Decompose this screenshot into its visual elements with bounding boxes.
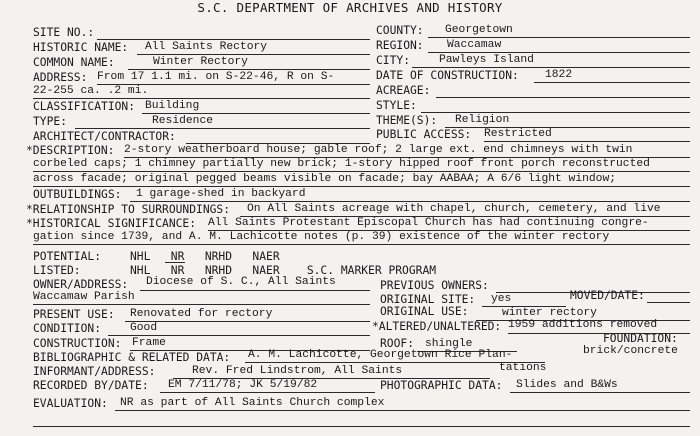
moved-date-label: MOVED/DATE: — [570, 289, 645, 302]
site-no-underline — [97, 39, 370, 40]
evaluation-underline-2 — [33, 426, 690, 427]
description-value-line3: across facade; original pegged beams visible on facade; bay AABAA; A 6/6 light window; — [33, 173, 617, 185]
description-value-line1: 2-story weatherboard house; gable roof; 2 large ext. end chimneys with twin — [124, 144, 633, 156]
region-underline — [428, 52, 690, 53]
public-access-underline — [484, 141, 690, 142]
owner-address-value-line2: Waccamaw Parish — [33, 291, 135, 303]
foundation-value: brick/concrete — [583, 345, 678, 357]
city-underline — [412, 67, 690, 68]
historic-name-value: All Saints Rectory — [145, 41, 268, 53]
historical-significance-value-line2: gation since 1739, and A. M. Lachicotte notes (p. 39) existence of the winter rectory — [33, 231, 610, 243]
potential-label: POTENTIAL: — [33, 250, 102, 263]
type-underline — [75, 128, 370, 129]
city-label: CITY: — [376, 54, 411, 67]
condition-label: CONDITION: — [33, 322, 102, 335]
city-value: Pawleys Island — [439, 54, 534, 66]
previous-owners-label: PREVIOUS OWNERS: — [380, 279, 489, 292]
date-of-construction-value: 1822 — [545, 69, 573, 81]
historical-significance-underline-2 — [33, 244, 690, 245]
county-underline — [428, 37, 690, 38]
form-header: S.C. DEPARTMENT OF ARCHIVES AND HISTORY — [197, 0, 503, 15]
county-value: Georgetown — [445, 24, 513, 36]
potential-options: NHL NR NRHD NAER — [130, 250, 280, 263]
construction-value: Frame — [132, 337, 166, 349]
condition-underline — [108, 335, 370, 336]
address-value-line1: From 17 1.1 mi. on S-22-46, R on S- — [97, 71, 335, 83]
photographic-data-label: PHOTOGRAPHIC DATA: — [380, 379, 503, 392]
listed-label: LISTED: — [33, 264, 81, 277]
recorded-by-date-value: EM 7/11/78; JK 5/19/82 — [168, 379, 318, 391]
photographic-data-underline — [510, 392, 690, 393]
style-label: STYLE: — [376, 99, 417, 112]
altered-unaltered-label: *ALTERED/UNALTERED: — [372, 320, 502, 333]
owner-address-underline-2 — [33, 304, 370, 305]
description-value-line2: corbeled caps; 1 chimney partially new brick; 1-story hipped roof front porch reconstructed — [33, 158, 650, 170]
roof-label: ROOF: — [380, 337, 415, 350]
common-name-underline — [128, 69, 370, 70]
historical-significance-label: *HISTORICAL SIGNIFICANCE: — [26, 217, 197, 230]
bibliographic-value-line2: tations — [499, 362, 547, 374]
original-use-label: ORIGINAL USE: — [380, 305, 469, 318]
address-value-line2: 22-255 ca. .2 mi. — [33, 85, 149, 97]
county-label: COUNTY: — [376, 24, 424, 37]
roof-value: shingle — [425, 338, 473, 350]
bibliographic-value-line1: A. M. Lachicotte, Georgetown Rice Plan- — [248, 349, 513, 361]
original-site-value: yes — [491, 293, 512, 305]
common-name-label: COMMON NAME: — [33, 56, 115, 69]
acreage-label: ACREAGE: — [376, 84, 431, 97]
owner-address-underline-1 — [140, 290, 370, 291]
acreage-underline — [436, 97, 690, 98]
evaluation-underline-1 — [115, 410, 690, 411]
date-of-construction-underline — [534, 82, 690, 83]
listed-options: NHL NR NRHD NAER S.C. MARKER PROGRAM — [130, 264, 437, 277]
classification-label: CLASSIFICATION: — [33, 100, 136, 113]
informant-address-value: Rev. Fred Lindstrom, All Saints — [192, 365, 403, 377]
description-label: *DESCRIPTION: — [26, 144, 115, 157]
present-use-underline — [125, 321, 370, 322]
foundation-label: FOUNDATION: — [603, 332, 678, 345]
description-underline-3 — [33, 186, 690, 187]
address-label: ADDRESS: — [33, 71, 88, 84]
public-access-label: PUBLIC ACCESS: — [376, 128, 472, 141]
outbuildings-value: 1 garage-shed in backyard — [136, 188, 306, 200]
present-use-value: Renovated for rectory — [130, 308, 273, 320]
original-use-value: winter rectory — [502, 307, 597, 319]
recorded-by-date-underline — [160, 392, 375, 393]
historic-name-underline — [137, 54, 370, 55]
relationship-value: On All Saints acreage with chapel, church, cemetery, and live — [247, 203, 661, 215]
classification-value: Building — [145, 100, 200, 112]
potential-nr-underline — [165, 262, 185, 263]
public-access-value: Restricted — [484, 128, 552, 140]
outbuildings-label: OUTBUILDINGS: — [33, 188, 122, 201]
evaluation-value: NR as part of All Saints Church complex — [120, 397, 385, 409]
owner-address-label: OWNER/ADDRESS: — [33, 278, 129, 291]
historic-name-label: HISTORIC NAME: — [33, 41, 129, 54]
owner-address-value-line1: Diocese of S. C., All Saints — [146, 276, 336, 288]
date-of-construction-label: DATE OF CONSTRUCTION: — [376, 69, 519, 82]
relationship-label: *RELATIONSHIP TO SURROUNDINGS: — [26, 203, 231, 216]
recorded-by-date-label: RECORDED BY/DATE: — [33, 379, 149, 392]
condition-value: Good — [130, 322, 158, 334]
themes-value: Religion — [455, 114, 510, 126]
themes-underline — [445, 127, 690, 128]
bibliographic-label: BIBLIOGRAPHIC & RELATED DATA: — [33, 351, 231, 364]
description-underline-2 — [33, 171, 690, 172]
altered-unaltered-value: 1959 additions removed — [508, 319, 658, 331]
address-underline-2 — [33, 98, 370, 99]
present-use-label: PRESENT USE: — [33, 308, 115, 321]
photographic-data-value: Slides and B&Ws — [516, 379, 618, 391]
site-no-label: SITE NO.: — [33, 26, 95, 39]
informant-address-label: INFORMANT/ADDRESS: — [33, 365, 156, 378]
outbuildings-underline — [130, 201, 690, 202]
classification-underline — [142, 113, 370, 114]
region-label: REGION: — [376, 39, 424, 52]
evaluation-label: EVALUATION: — [33, 397, 108, 410]
themes-label: THEME(S): — [376, 114, 438, 127]
original-site-label: ORIGINAL SITE: — [380, 293, 476, 306]
moved-date-underline — [647, 302, 690, 303]
architect-label: ARCHITECT/CONTRACTOR: — [33, 130, 176, 143]
construction-label: CONSTRUCTION: — [33, 337, 122, 350]
historical-significance-value-line1: All Saints Protestant Episcopal Church has had continuing congre- — [208, 217, 649, 229]
style-underline — [421, 112, 690, 113]
common-name-value: Winter Rectory — [153, 56, 248, 68]
type-label: TYPE: — [33, 115, 68, 128]
region-value: Waccamaw — [447, 39, 502, 51]
type-value: Residence — [152, 115, 214, 127]
